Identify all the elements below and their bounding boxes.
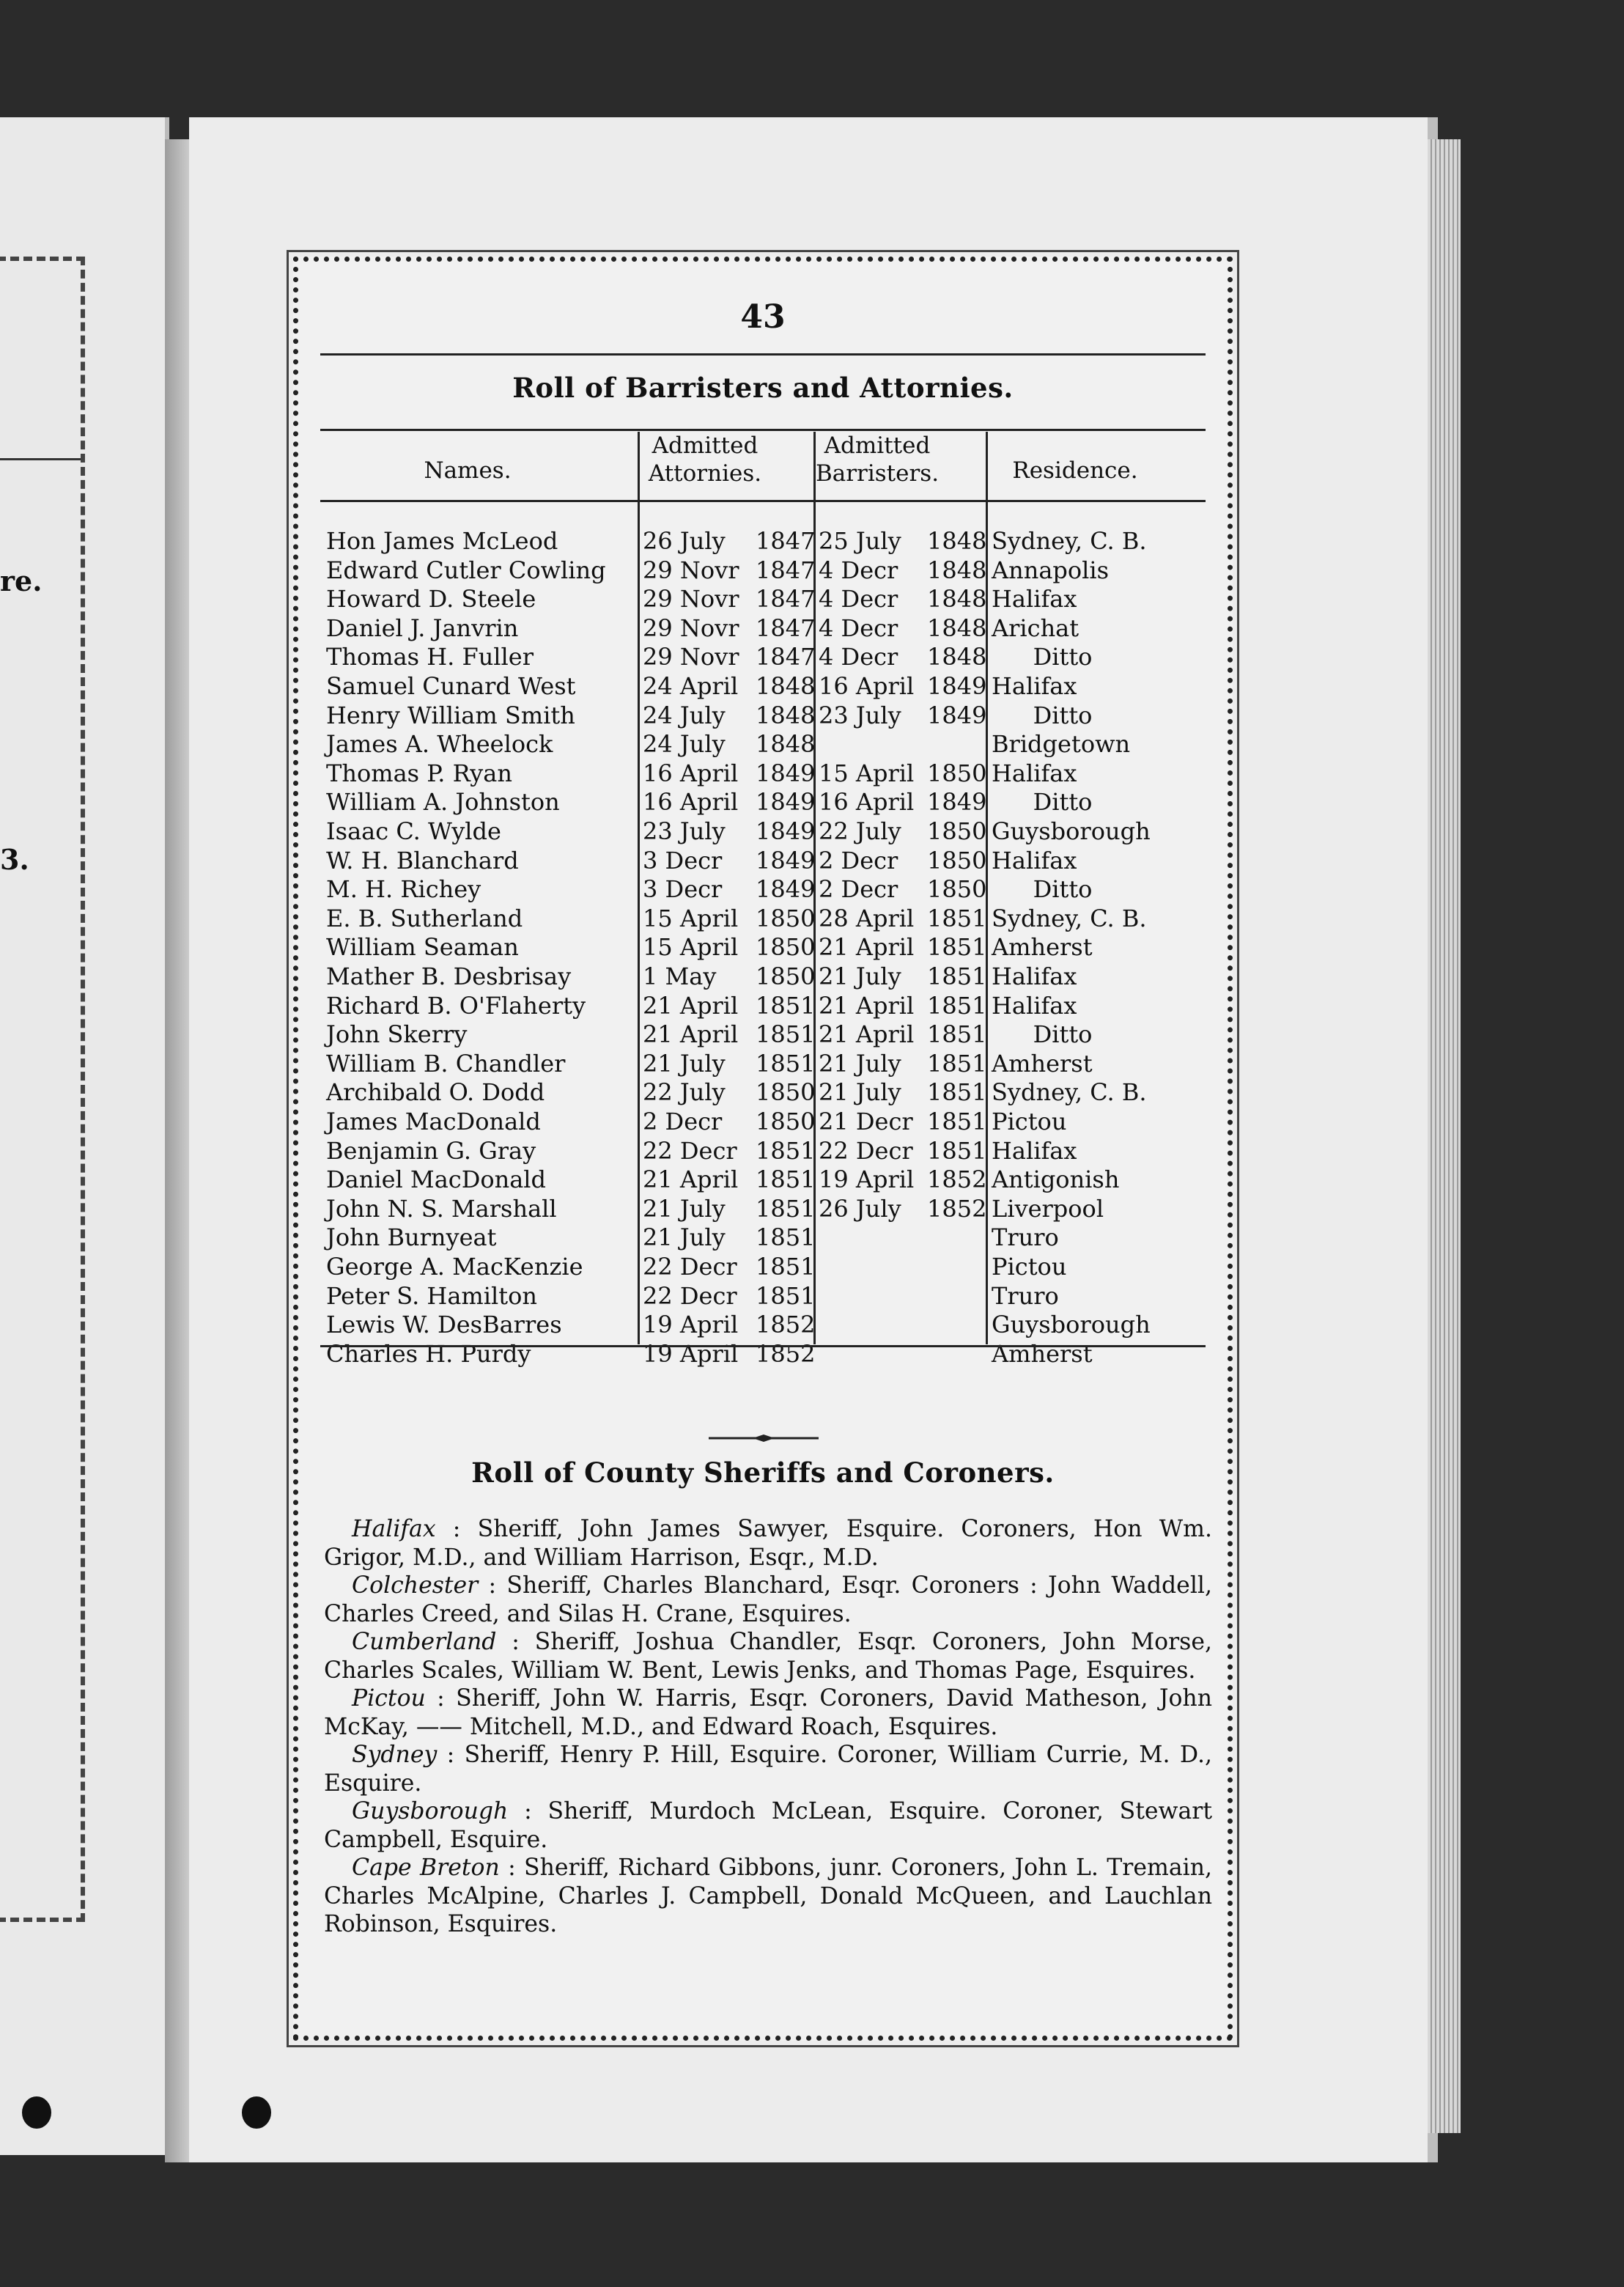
residence-cell: Truro [992, 1281, 1059, 1310]
residence-cell: Guysborough [992, 1311, 1151, 1339]
barrister-name: M. H. Richey [326, 875, 481, 904]
barrister-name: Daniel MacDonald [326, 1165, 547, 1194]
attornies-admitted-date: 19 April [643, 1339, 739, 1368]
barristers-admitted-date: 21 April [819, 991, 915, 1020]
sheriff-entry [324, 1515, 1212, 1572]
barrister-name: Edward Cutler Cowling [326, 556, 606, 584]
attornies-admitted-date: 29 Novr [643, 643, 739, 671]
table-row [326, 614, 1206, 643]
sheriff-details: : Sheriff, Henry P. Hill, Esquire. Coroner, William Currie, M. D., Esquire. [324, 1742, 1212, 1797]
barristers-admitted-year: 1851 [927, 1020, 987, 1049]
attornies-admitted-year: 1851 [756, 991, 816, 1020]
table-row [326, 1195, 1206, 1223]
barristers-admitted-year: 1848 [927, 614, 987, 642]
barrister-name: Hon James McLeod [326, 527, 558, 555]
barristers-admitted-date: 21 Decr [819, 1108, 913, 1135]
header-admitted-barristers [797, 432, 958, 487]
barristers-admitted-year: 1849 [927, 701, 987, 729]
header-rule [320, 353, 1206, 356]
barrister-name: Henry William Smith [326, 701, 575, 729]
barristers-admitted-date: 21 April [819, 933, 915, 962]
attornies-admitted-year: 1847 [756, 585, 816, 614]
barrister-name: Thomas P. Ryan [326, 759, 512, 787]
attornies-admitted-year: 1851 [756, 1253, 816, 1281]
table-row [326, 701, 1206, 730]
attornies-admitted-year: 1847 [756, 527, 816, 555]
sheriff-entry [324, 1572, 1212, 1628]
attornies-admitted-date: 23 July [643, 817, 726, 845]
residence-cell: Ditto [1033, 701, 1093, 729]
table-row [326, 1108, 1206, 1136]
attornies-admitted-year: 1849 [756, 875, 816, 904]
barristers-admitted-year: 1852 [927, 1165, 987, 1194]
residence-cell: Sydney, C. B. [992, 527, 1147, 555]
sheriff-entry [324, 1797, 1212, 1854]
residence-cell: Amherst [992, 1049, 1093, 1078]
residence-cell: Annapolis [992, 556, 1110, 584]
county-name: Halifax [352, 1516, 436, 1542]
barristers-admitted-year: 1851 [927, 933, 987, 962]
attornies-admitted-year: 1851 [756, 1194, 816, 1223]
county-name: Cumberland [352, 1629, 497, 1655]
header-attornies-line2: Attornies. [648, 460, 762, 487]
barristers-admitted-date: 21 July [819, 1078, 901, 1107]
table-row [326, 1311, 1206, 1339]
barrister-name: Richard B. O'Flaherty [326, 991, 586, 1020]
barristers-admitted-date: 23 July [819, 701, 901, 729]
table-row [326, 730, 1206, 759]
barristers-admitted-date: 19 April [819, 1165, 915, 1194]
table-row [326, 643, 1206, 671]
residence-cell: Ditto [1033, 643, 1093, 671]
sheriff-details: : Sheriff, John James Sawyer, Esquire. Coroners, Hon Wm. Grigor, M.D., and William Harrison, Esqr., M.D. [324, 1516, 1212, 1571]
barrister-name: James A. Wheelock [326, 730, 553, 759]
attornies-admitted-date: 21 July [643, 1223, 726, 1252]
attornies-admitted-date: 21 April [643, 991, 739, 1020]
attornies-admitted-date: 19 April [643, 1311, 739, 1339]
attornies-admitted-date: 24 July [643, 730, 726, 759]
sheriffs-list [324, 1515, 1212, 1939]
residence-cell: Pictou [992, 1108, 1067, 1135]
binding-hole-right [242, 2096, 271, 2129]
barrister-name: John Skerry [326, 1020, 468, 1049]
attornies-admitted-date: 24 April [643, 672, 739, 700]
attornies-admitted-year: 1848 [756, 701, 816, 729]
residence-cell: Halifax [992, 759, 1077, 787]
barrister-name: Thomas H. Fuller [326, 643, 534, 671]
page-edges [1428, 139, 1461, 2133]
barristers-admitted-date: 22 July [819, 817, 901, 845]
attornies-admitted-year: 1849 [756, 759, 816, 787]
residence-cell: Amherst [992, 933, 1093, 962]
previous-page-border [0, 257, 85, 1922]
table-row [326, 905, 1206, 933]
county-name: Guysborough [352, 1798, 509, 1824]
attornies-admitted-year: 1851 [756, 1136, 816, 1165]
barristers-admitted-year: 1849 [927, 788, 987, 817]
attornies-admitted-date: 29 Novr [643, 556, 739, 584]
barrister-name: E. B. Sutherland [326, 904, 523, 932]
residence-cell: Ditto [1033, 788, 1093, 817]
barrister-name: Samuel Cunard West [326, 672, 576, 700]
barrister-name: Isaac C. Wylde [326, 817, 501, 845]
table-row [326, 759, 1206, 788]
attornies-admitted-year: 1851 [756, 1020, 816, 1049]
sheriff-details: : Sheriff, Joshua Chandler, Esqr. Coroners, John Morse, Charles Scales, William W. Bent, Lewis Jenks, and Thomas Page, Esquires. [324, 1629, 1212, 1684]
barristers-admitted-date: 4 Decr [819, 614, 898, 642]
barristers-admitted-year: 1848 [927, 585, 987, 614]
barristers-admitted-date: 4 Decr [819, 643, 898, 671]
barrister-name: Howard D. Steele [326, 585, 536, 614]
attornies-admitted-date: 15 April [643, 904, 739, 932]
barristers-admitted-year: 1850 [927, 759, 987, 787]
header-admitted-attornies [621, 432, 789, 487]
sheriff-entry [324, 1854, 1212, 1939]
attornies-admitted-year: 1851 [756, 1165, 816, 1194]
residence-cell: Halifax [992, 672, 1077, 700]
attornies-admitted-date: 26 July [643, 527, 726, 555]
barristers-admitted-year: 1851 [927, 1078, 987, 1107]
attornies-admitted-year: 1851 [756, 1281, 816, 1310]
attornies-admitted-year: 1848 [756, 730, 816, 759]
barristers-admitted-date: 28 April [819, 904, 915, 932]
barristers-admitted-date: 15 April [819, 759, 915, 787]
barristers-admitted-year: 1851 [927, 904, 987, 932]
attornies-admitted-year: 1849 [756, 788, 816, 817]
column-header-rule [320, 500, 1206, 502]
barrister-name: W. H. Blanchard [326, 846, 519, 874]
attornies-admitted-year: 1848 [756, 672, 816, 700]
barristers-admitted-year: 1850 [927, 846, 987, 874]
table-row [326, 817, 1206, 846]
barristers-admitted-year: 1848 [927, 643, 987, 671]
residence-cell: Sydney, C. B. [992, 904, 1147, 932]
barristers-admitted-year: 1851 [927, 1136, 987, 1165]
header-names: Names. [424, 457, 512, 484]
attornies-admitted-date: 15 April [643, 933, 739, 962]
residence-cell: Sydney, C. B. [992, 1078, 1147, 1107]
residence-cell: Guysborough [992, 817, 1151, 845]
attornies-admitted-date: 24 July [643, 701, 726, 729]
barristers-admitted-date: 4 Decr [819, 585, 898, 614]
attornies-admitted-date: 16 April [643, 788, 739, 817]
attornies-admitted-year: 1851 [756, 1223, 816, 1252]
barrister-name: Lewis W. DesBarres [326, 1311, 562, 1339]
barristers-admitted-date: 21 July [819, 1049, 901, 1078]
barrister-name: William B. Chandler [326, 1049, 566, 1078]
table-row [326, 1137, 1206, 1165]
barristers-admitted-year: 1850 [927, 817, 987, 845]
barristers-admitted-year: 1848 [927, 556, 987, 584]
attornies-admitted-date: 21 April [643, 1020, 739, 1049]
table-row [326, 672, 1206, 701]
county-name: Colchester [352, 1572, 479, 1599]
barristers-admitted-date: 16 April [819, 788, 915, 817]
sheriff-details: : Sheriff, John W. Harris, Esqr. Coroners, David Matheson, John McKay, —— Mitchell, M.D., and Edward Roach, Esquires. [324, 1685, 1212, 1740]
barrister-name: William A. Johnston [326, 788, 560, 817]
barristers-admitted-date: 16 April [819, 672, 915, 700]
sheriff-entry [324, 1741, 1212, 1797]
barristers-admitted-date: 22 Decr [819, 1136, 913, 1165]
table-row [326, 1253, 1206, 1281]
attornies-admitted-date: 16 April [643, 759, 739, 787]
barrister-name: Archibald O. Dodd [326, 1078, 545, 1107]
table-row [326, 1078, 1206, 1107]
residence-cell: Halifax [992, 1136, 1077, 1165]
attornies-admitted-year: 1850 [756, 904, 816, 932]
table-row [326, 1223, 1206, 1252]
barrister-name: Peter S. Hamilton [326, 1281, 537, 1310]
attornies-admitted-date: 22 July [643, 1078, 726, 1107]
attornies-admitted-date: 29 Novr [643, 614, 739, 642]
attornies-admitted-date: 21 July [643, 1194, 726, 1223]
attornies-admitted-year: 1847 [756, 614, 816, 642]
table-row [326, 527, 1206, 556]
residence-cell: Halifax [992, 585, 1077, 614]
table-row [326, 556, 1206, 585]
barristers-admitted-date: 2 Decr [819, 875, 898, 904]
previous-page-fragment [0, 117, 169, 2155]
ornamental-divider [709, 1435, 819, 1442]
table-row [326, 847, 1206, 875]
table-row [326, 585, 1206, 614]
binding-hole-left [22, 2096, 51, 2129]
table-row [326, 1020, 1206, 1049]
attornies-admitted-date: 1 May [643, 962, 717, 990]
residence-cell: Bridgetown [992, 730, 1131, 759]
header-residence: Residence. [1012, 457, 1138, 484]
residence-cell: Amherst [992, 1339, 1093, 1368]
previous-page-rule [0, 458, 81, 460]
sheriff-details: : Sheriff, Charles Blanchard, Esqr. Coroners : John Waddell, Charles Creed, and Silas H. Crane, Esquires. [324, 1572, 1212, 1627]
residence-cell: Liverpool [992, 1194, 1104, 1223]
barristers-admitted-year: 1851 [927, 1108, 987, 1135]
barristers-admitted-year: 1848 [927, 527, 987, 555]
table-row [326, 875, 1206, 904]
attornies-admitted-year: 1849 [756, 846, 816, 874]
attornies-admitted-year: 1847 [756, 643, 816, 671]
attornies-admitted-date: 21 April [643, 1165, 739, 1194]
attornies-admitted-date: 21 July [643, 1049, 726, 1078]
residence-cell: Halifax [992, 962, 1077, 990]
table-row [326, 1165, 1206, 1194]
attornies-admitted-year: 1852 [756, 1311, 816, 1339]
barrister-name: Charles H. Purdy [326, 1339, 531, 1368]
header-barristers-line2: Barristers. [815, 460, 940, 487]
barristers-admitted-year: 1851 [927, 962, 987, 990]
previous-page-heading-fragment: re. [0, 564, 43, 597]
attornies-admitted-year: 1850 [756, 933, 816, 962]
barristers-admitted-date: 25 July [819, 527, 901, 555]
attornies-admitted-year: 1850 [756, 1078, 816, 1107]
residence-cell: Halifax [992, 846, 1077, 874]
table-bottom-rule [320, 1345, 1206, 1347]
barristers-title: Roll of Barristers and Attornies. [512, 372, 1014, 404]
barristers-admitted-date: 21 April [819, 1020, 915, 1049]
residence-cell: Truro [992, 1223, 1059, 1252]
table-row [326, 992, 1206, 1020]
attornies-admitted-year: 1850 [756, 962, 816, 990]
barrister-name: George A. MacKenzie [326, 1253, 583, 1281]
table-row [326, 1282, 1206, 1311]
county-name: Cape Breton [352, 1855, 500, 1881]
residence-cell: Ditto [1033, 875, 1093, 904]
header-barristers-line1: Admitted [824, 432, 931, 459]
barristers-admitted-year: 1852 [927, 1194, 987, 1223]
page-number: 43 [740, 298, 786, 336]
barrister-name: Benjamin G. Gray [326, 1136, 536, 1165]
residence-cell: Antigonish [992, 1165, 1120, 1194]
attornies-admitted-date: 22 Decr [643, 1136, 737, 1165]
page-frame [293, 257, 1233, 2041]
barristers-admitted-year: 1851 [927, 991, 987, 1020]
barrister-name: Daniel J. Janvrin [326, 614, 519, 642]
attornies-admitted-date: 3 Decr [643, 875, 723, 904]
county-name: Pictou [352, 1685, 426, 1712]
barristers-admitted-year: 1851 [927, 1049, 987, 1078]
attornies-admitted-date: 22 Decr [643, 1281, 737, 1310]
sheriffs-title: Roll of County Sheriffs and Coroners. [471, 1456, 1055, 1489]
barristers-admitted-year: 1850 [927, 875, 987, 904]
table-row [326, 933, 1206, 962]
attornies-admitted-year: 1850 [756, 1108, 816, 1135]
residence-cell: Pictou [992, 1253, 1067, 1281]
residence-cell: Ditto [1033, 1020, 1093, 1049]
residence-cell: Halifax [992, 991, 1077, 1020]
attornies-admitted-year: 1847 [756, 556, 816, 584]
attornies-admitted-date: 22 Decr [643, 1253, 737, 1281]
sheriff-entry [324, 1684, 1212, 1741]
county-name: Sydney [352, 1742, 438, 1768]
barristers-admitted-date: 26 July [819, 1194, 901, 1223]
barristers-admitted-date: 4 Decr [819, 556, 898, 584]
header-attornies-line1: Admitted [652, 432, 759, 459]
barrister-name: James MacDonald [326, 1108, 541, 1135]
table-row [326, 1340, 1206, 1369]
sheriff-details: : Sheriff, Richard Gibbons, junr. Coroners, John L. Tremain, Charles McAlpine, Charles J. Campbell, Donald McQueen, and Lauchlan Robinson, Esquires. [324, 1855, 1212, 1937]
attornies-admitted-year: 1849 [756, 817, 816, 845]
barrister-name: John N. S. Marshall [326, 1194, 557, 1223]
table-row [326, 1050, 1206, 1078]
sheriff-details: : Sheriff, Murdoch McLean, Esquire. Coroner, Stewart Campbell, Esquire. [324, 1798, 1212, 1853]
previous-page-mark-fragment: 3. [0, 843, 29, 876]
barristers-admitted-date: 2 Decr [819, 846, 898, 874]
barrister-name: William Seaman [326, 933, 519, 962]
attornies-admitted-year: 1851 [756, 1049, 816, 1078]
title-rule [320, 429, 1206, 431]
table-row [326, 788, 1206, 817]
sheriff-entry [324, 1628, 1212, 1684]
attornies-admitted-date: 29 Novr [643, 585, 739, 614]
attornies-admitted-date: 2 Decr [643, 1108, 723, 1135]
table-row [326, 962, 1206, 991]
barristers-admitted-date: 21 July [819, 962, 901, 990]
barrister-name: Mather B. Desbrisay [326, 962, 572, 990]
barristers-admitted-year: 1849 [927, 672, 987, 700]
attornies-admitted-year: 1852 [756, 1339, 816, 1368]
attornies-admitted-date: 3 Decr [643, 846, 723, 874]
residence-cell: Arichat [992, 614, 1079, 642]
barrister-name: John Burnyeat [326, 1223, 497, 1252]
